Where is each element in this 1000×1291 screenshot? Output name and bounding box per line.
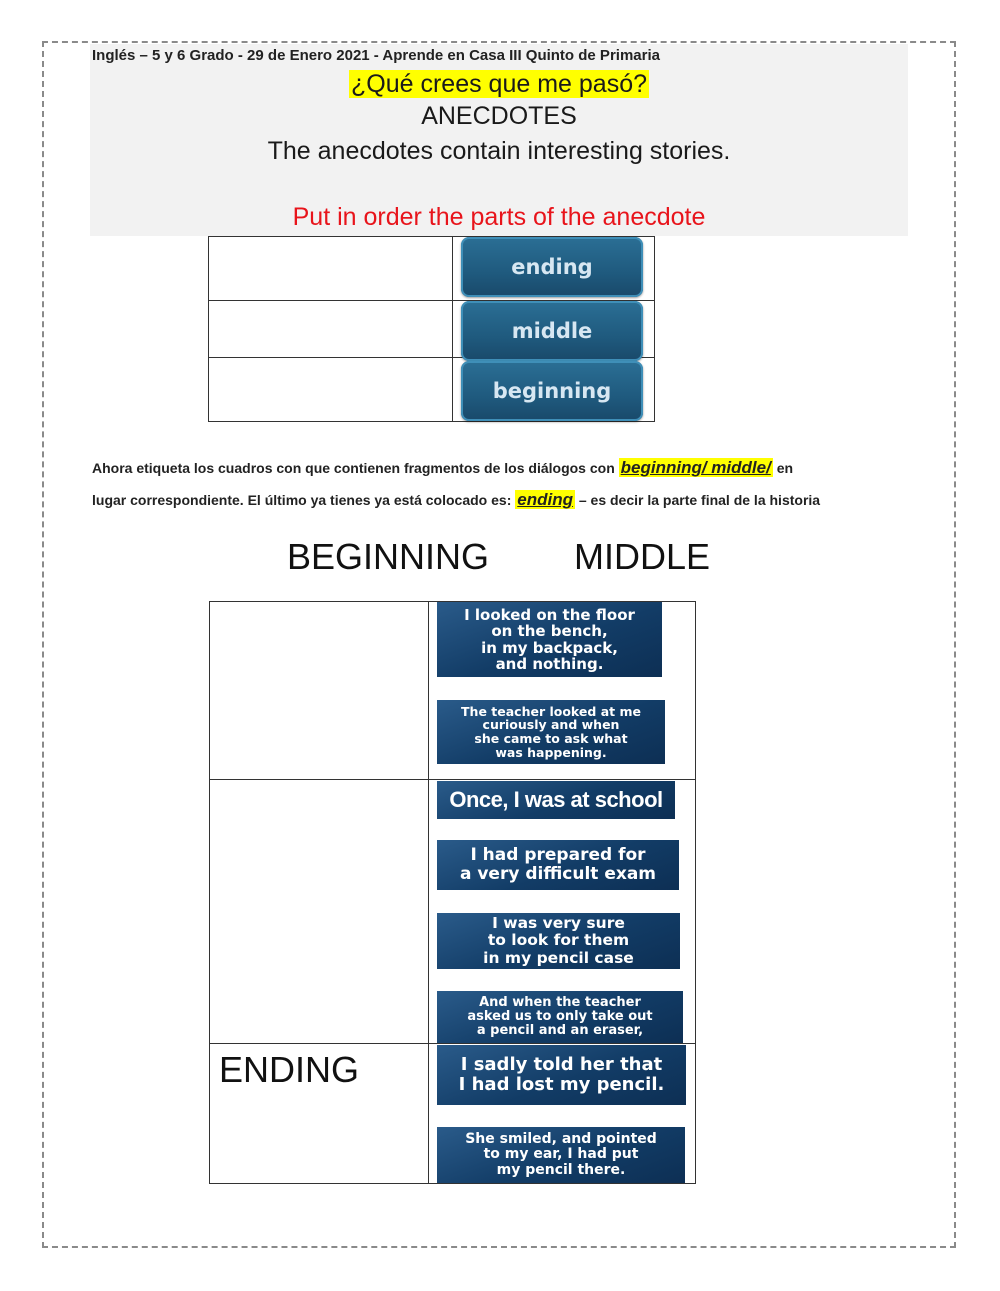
answer-cell[interactable] <box>209 237 453 301</box>
page-title: ANECDOTES <box>421 102 577 130</box>
fragment-card[interactable]: I sadly told her that I had lost my pencil. <box>437 1045 686 1105</box>
ending-label: ENDING <box>219 1049 360 1090</box>
question-title <box>90 70 908 99</box>
question-text: ¿Qué crees que me pasó? <box>351 70 647 98</box>
paragraph-text: lugar correspondiente. El último ya tienes ya está colocado es: <box>92 492 512 508</box>
fragment-card[interactable]: I was very sure to look for them in my pencil case <box>437 913 680 969</box>
fragment-card[interactable]: I had prepared for a very difficult exam <box>437 840 679 890</box>
answer-cell[interactable] <box>209 358 453 422</box>
fragment-card[interactable]: She smiled, and pointed to my ear, I had put my pencil there. <box>437 1127 685 1183</box>
label-cell[interactable] <box>210 780 429 1044</box>
instruction-paragraph-line1 <box>92 458 793 478</box>
course-header: Inglés – 5 y 6 Grado - 29 de Enero 2021 - Aprende en Casa III Quinto de Primaria <box>92 47 660 64</box>
middle-heading[interactable]: MIDDLE <box>574 536 711 577</box>
page-subtitle: The anecdotes contain interesting stories. <box>267 137 731 165</box>
fragment-card[interactable]: I looked on the floor on the bench, in my backpack, and nothing. <box>437 602 662 677</box>
instruction-text: Put in order the parts of the anecdote <box>292 203 706 231</box>
fragment-card[interactable]: The teacher looked at me curiously and when she came to ask what was happening. <box>437 700 665 764</box>
part-label-beginning[interactable]: beginning <box>461 361 643 421</box>
fragment-card[interactable]: And when the teacher asked us to only take out a pencil and an eraser, <box>437 991 683 1043</box>
highlight-beginning-middle: beginning/ middle/ <box>620 458 771 477</box>
paragraph-text: – es decir la parte final de la historia <box>578 492 821 508</box>
answer-cell[interactable] <box>209 301 453 358</box>
fragment-card[interactable]: Once, I was at school <box>437 781 675 819</box>
beginning-heading[interactable]: BEGINNING <box>287 536 490 577</box>
part-label-ending[interactable]: ending <box>461 237 643 297</box>
label-cell[interactable] <box>210 602 429 780</box>
highlight-ending: ending <box>517 490 573 509</box>
paragraph-text: Ahora etiqueta los cuadros con que contienen fragmentos de los diálogos con <box>92 460 615 476</box>
part-label-middle[interactable]: middle <box>461 301 643 361</box>
paragraph-text: en <box>776 460 794 476</box>
instruction-paragraph-line2 <box>92 490 820 510</box>
